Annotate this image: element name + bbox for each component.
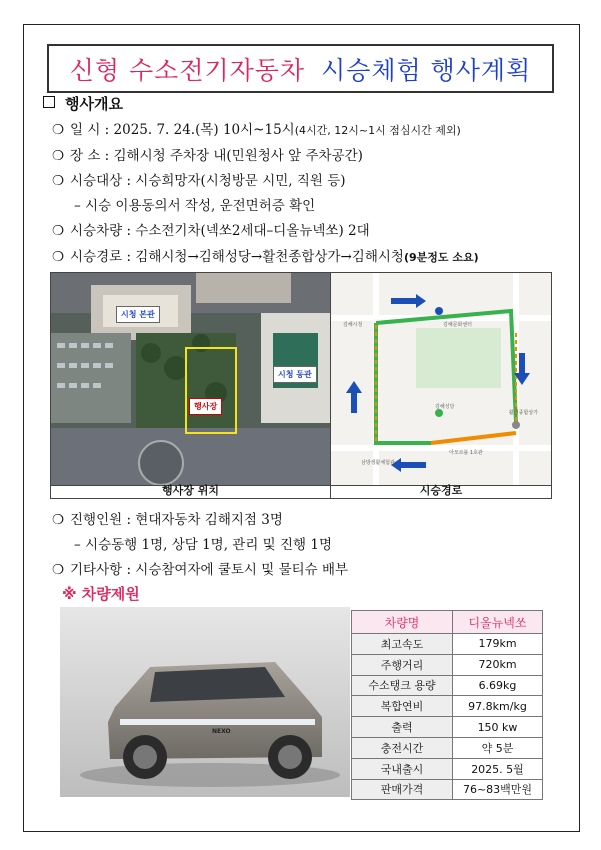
spec-heading: ※ 차량제원 — [62, 585, 140, 603]
spec-key: 복합연비 — [352, 696, 453, 717]
spec-header-row — [352, 611, 543, 634]
spec-header-value: 디올뉴넥쏘 — [453, 611, 543, 634]
spec-key: 충전시간 — [352, 737, 453, 758]
spec-table — [351, 610, 543, 800]
spec-value: 76~83백만원 — [453, 779, 543, 800]
spec-value: 150 kw — [453, 717, 543, 738]
label-main-hall: 시청 본관 — [116, 306, 160, 323]
spec-value: 6.69kg — [453, 675, 543, 696]
place-line: ❍ 장 소 : 김해시청 주차장 내(민원청사 앞 주차공간) — [52, 148, 363, 164]
table-row — [352, 675, 543, 696]
route-label-library: 삼방생활체험관 — [361, 460, 395, 466]
overview-heading: 행사개요 — [43, 93, 123, 114]
table-row — [352, 737, 543, 758]
title-part1: 신형 수소전기자동차 — [69, 55, 306, 85]
route-label-cityhall: 김해시청 — [343, 322, 363, 328]
label-east-hall: 시청 동관 — [273, 366, 317, 383]
route-map-caption: 시승경로 — [330, 484, 552, 499]
site-map-caption: 행사장 위치 — [50, 484, 331, 499]
spec-key: 수소탱크 용량 — [352, 675, 453, 696]
page-title — [47, 44, 554, 93]
table-row — [352, 758, 543, 779]
route-label-church: 김해성당 — [435, 404, 455, 410]
table-row — [352, 717, 543, 738]
spec-header-key: 차량명 — [352, 611, 453, 634]
spec-key: 국내출시 — [352, 758, 453, 779]
route-line: ❍ 시승경로 : 김해시청→김해성당→활천종합상가→김해시청(9분정도 소요) — [52, 249, 479, 265]
spec-value: 2025. 5월 — [453, 758, 543, 779]
staff-line: ❍ 진행인원 : 현대자동차 김해지점 3명 — [52, 512, 283, 528]
site-aerial-map — [50, 272, 331, 486]
table-row — [352, 696, 543, 717]
spec-key: 출력 — [352, 717, 453, 738]
spec-key: 판매가격 — [352, 779, 453, 800]
checkbox-square-icon — [43, 96, 55, 108]
date-line: ❍ 일 시 : 2025. 7. 24.(목) 10시~15시(4시간, 12시~1시 점심시간 제외) — [52, 122, 461, 138]
car-photo — [60, 607, 350, 797]
spec-key: 최고속도 — [352, 634, 453, 655]
suv-illustration — [60, 607, 350, 797]
title-part2: 시승체험 행사계획 — [321, 55, 532, 85]
spec-value: 약 5분 — [453, 737, 543, 758]
etc-line: ❍ 기타사항 : 시승참여자에 쿨토시 및 물티슈 배부 — [52, 562, 349, 578]
staff-sub-line: – 시승동행 1명, 상담 1명, 관리 및 진행 1명 — [74, 537, 333, 553]
route-map — [330, 272, 552, 486]
spec-key: 주행거리 — [352, 654, 453, 675]
spec-value: 97.8km/kg — [453, 696, 543, 717]
vehicle-line: ❍ 시승차량 : 수소전기차(넥쏘2세대–디올뉴넥쏘) 2대 — [52, 223, 370, 239]
spec-value: 720km — [453, 654, 543, 675]
spec-value: 179km — [453, 634, 543, 655]
table-row — [352, 654, 543, 675]
route-label-jeongwon: 아모르블 1호관 — [449, 450, 483, 456]
label-event-site: 행사장 — [189, 398, 222, 415]
target-sub-line: – 시승 이용동의서 작성, 운전면허증 확인 — [74, 198, 316, 214]
route-label-market: 활천종합상가 — [509, 410, 538, 416]
target-line: ❍ 시승대상 : 시승희망자(시청방문 시민, 직원 등) — [52, 173, 346, 189]
route-map-graphic — [331, 273, 551, 485]
car-badge: NEXO — [212, 728, 231, 735]
route-label-culture: 김해문화센터 — [443, 322, 472, 328]
table-row — [352, 779, 543, 800]
table-row — [352, 634, 543, 655]
